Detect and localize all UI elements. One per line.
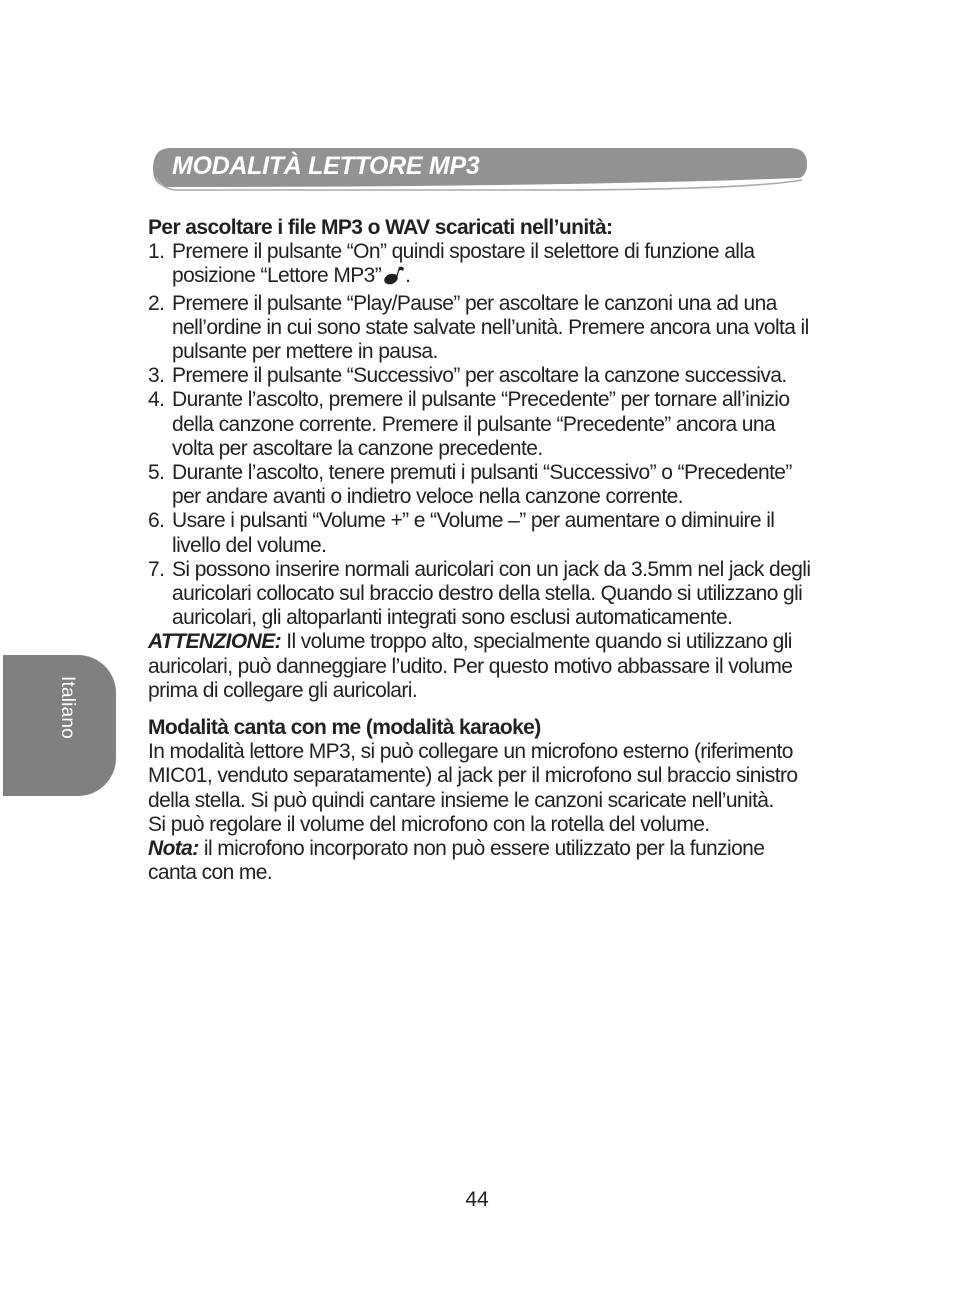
volume-paragraph: Si può regolare il volume del microfono con la rotella del volume. xyxy=(148,812,710,836)
list-number: 3. xyxy=(148,364,165,388)
note-text: il microfono incorporato non può essere utilizzato per la funzione canta con me. xyxy=(148,837,765,885)
list-number: 2. xyxy=(148,291,165,315)
language-tab-label: Italiano xyxy=(57,676,78,739)
list-text-suffix: . xyxy=(405,264,411,288)
main-content xyxy=(148,216,813,885)
list-number: 5. xyxy=(148,461,165,485)
list-number: 7. xyxy=(148,557,165,581)
warning-text: Il volume troppo alto, specialmente quando si utilizzano gli auricolari, può danneggiare l’udito. Per questo motivo abbassare il volume prima di collegare gli auricolari. xyxy=(148,630,793,702)
list-item xyxy=(148,364,813,388)
list-text: Premere il pulsante “Play/Pause” per ascoltare le canzoni una ad una nell’ordine in cui sono state salvate nell’unità. Premere ancora una volta il pulsante per mettere in pausa. xyxy=(172,291,809,364)
list-number: 6. xyxy=(148,509,165,533)
warning-label: ATTENZIONE: xyxy=(148,630,281,654)
section-banner xyxy=(150,147,808,191)
list-text: Si possono inserire normali auricolari con un jack da 3.5mm nel jack degli auricolari collocato sul braccio destro della stella. Quando si utilizzano gli auricolari, gli altoparlanti integrati sono esclusi automaticamente. xyxy=(172,557,811,630)
list-item xyxy=(148,558,813,631)
page-number: 44 xyxy=(465,1188,489,1211)
list-number: 4. xyxy=(148,388,165,412)
list-item xyxy=(148,240,813,291)
list-text xyxy=(172,240,813,291)
list-text-main: Premere il pulsante “On” quindi spostare il selettore di funzione alla posizione “Lettore MP3” xyxy=(172,240,755,288)
section-heading-mp3: Per ascoltare i file MP3 o WAV scaricati nell’unità: xyxy=(148,216,613,239)
list-item xyxy=(148,461,813,509)
karaoke-paragraph: In modalità lettore MP3, si può collegare un microfono esterno (riferimento MIC01, venduto separatamente) al jack per il microfono sul braccio sinistro della stella. Si può quindi cantare insieme le canzoni scaricate nell’unità. xyxy=(148,740,798,812)
instruction-list xyxy=(148,240,813,630)
list-text: Durante l’ascolto, premere il pulsante “Precedente” per tornare all’inizio della canzone corrente. Premere il pulsante “Precedente” ancora una volta per ascoltare la canzone precedente. xyxy=(172,388,790,460)
language-tab xyxy=(3,655,116,796)
music-note-icon xyxy=(383,265,405,291)
list-item xyxy=(148,292,813,365)
list-text: Premere il pulsante “Successivo” per ascoltare la canzone successiva. xyxy=(172,364,787,388)
note-label: Nota: xyxy=(148,837,199,861)
list-text: Durante l’ascolto, tenere premuti i pulsanti “Successivo” o “Precedente” per andare avanti o indietro veloce nella canzone corrente. xyxy=(172,461,792,509)
note-paragraph xyxy=(148,837,813,885)
list-item xyxy=(148,509,813,557)
list-item xyxy=(148,388,813,461)
section-spacer xyxy=(148,703,813,716)
warning-paragraph xyxy=(148,630,813,703)
section-heading-karaoke: Modalità canta con me (modalità karaoke) xyxy=(148,716,541,740)
list-number: 1. xyxy=(148,240,165,264)
page-title: MODALITÀ LETTORE MP3 xyxy=(172,152,480,180)
list-text: Usare i pulsanti “Volume +” e “Volume –” per aumentare o diminuire il livello del volume. xyxy=(172,509,775,557)
